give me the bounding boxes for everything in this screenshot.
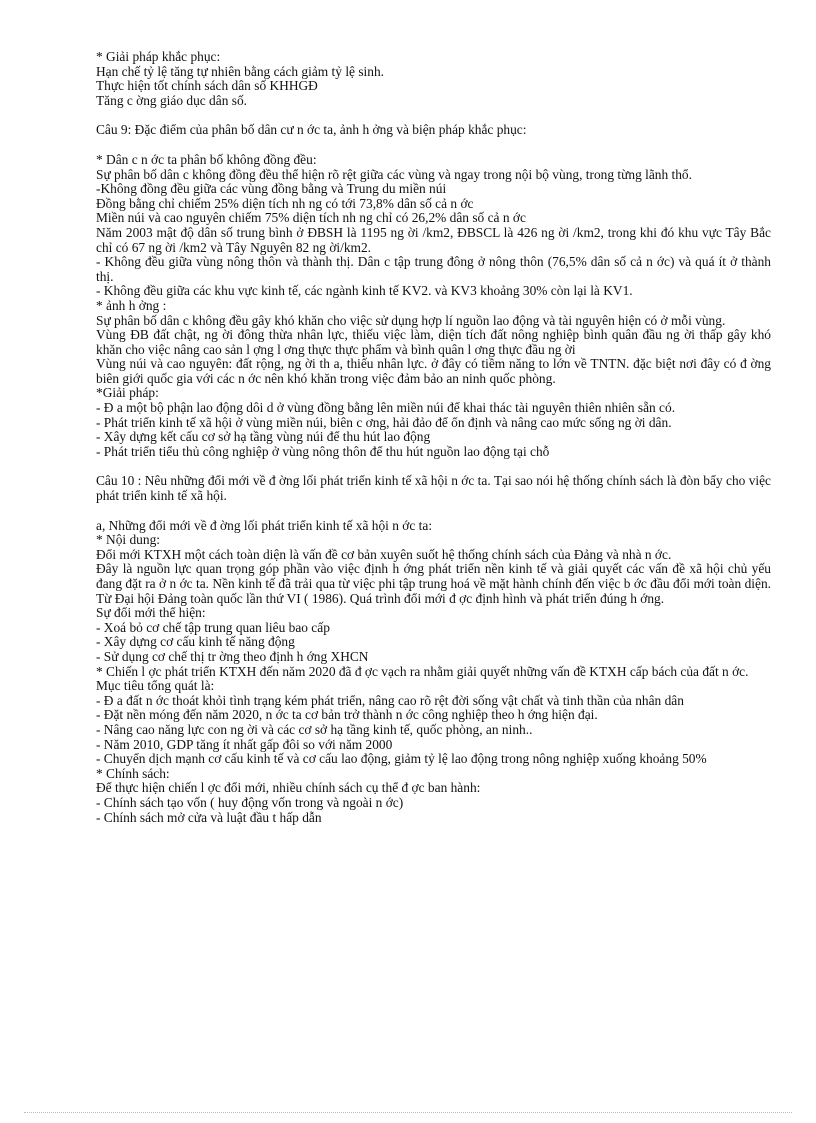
- paragraph: - Đặt nền móng đến năm 2020, n ớc ta cơ bản trở thành n ớc công nghiệp theo h ớng hiện đại.: [96, 707, 598, 723]
- question-10-title: Câu 10 : Nêu những đổi mới về đ ờng lối phát triển kinh tế xã hội n ớc ta. Tại sao nói hệ thống chính sách là đòn bẩy cho việc phát triển kinh tế xã hội.: [96, 473, 771, 504]
- paragraph: Đồng bằng chỉ chiếm 25% diện tích nh ng có tới 73,8% dân số cả n ớc: [96, 195, 474, 211]
- paragraph: - Chính sách mở cửa và luật đầu t hấp dẫn: [96, 809, 322, 825]
- document-page: [96, 50, 771, 825]
- paragraph: - Xây dựng cơ cấu kinh tế năng động: [96, 634, 295, 650]
- paragraph: Miền núi và cao nguyên chiếm 75% diện tích nh ng chỉ có 26,2% dân số cả n ớc: [96, 210, 526, 226]
- section-heading: * Nội dung:: [96, 532, 160, 548]
- paragraph: - Phát triển kinh tế xã hội ở vùng miền núi, biên c ơng, hải đảo để ổn định và nâng cao mức sống ng ời dân.: [96, 414, 672, 430]
- paragraph: - Nâng cao năng lực con ng ời và các cơ sở hạ tầng kinh tế, quốc phòng, an ninh..: [96, 721, 533, 737]
- paragraph: Vùng núi và cao nguyên: đất rộng, ng ời th a, thiếu nhân lực. ở đây có tiềm năng to lớn về TNTN. đặc biệt nơi đây có đ ờng biên giới quốc gia với các n ớc nên khó khăn trong việc đảm bảo an ninh quốc phòng.: [96, 356, 771, 386]
- section-heading: * Dân c n ớc ta phân bố không đồng đều:: [96, 151, 317, 167]
- paragraph: - Xây dựng kết cấu cơ sở hạ tầng vùng núi để thu hút lao động: [96, 429, 431, 445]
- text-line: Thực hiện tốt chính sách dân số KHHGĐ: [96, 78, 318, 94]
- paragraph: Sự phân bố dân c không đều gây khó khăn cho việc sử dụng hợp lí nguồn lao động và tài nguyên hiện có ở mỗi vùng.: [96, 312, 726, 328]
- paragraph: - Không đều giữa các khu vực kinh tế, các ngành kinh tế KV2. và KV3 khoảng 30% còn lại là KV1.: [96, 283, 633, 299]
- subsection-heading: a, Những đổi mới về đ ờng lối phát triển kinh tế xã hội n ớc ta:: [96, 517, 433, 533]
- paragraph: - Chuyển dịch mạnh cơ cấu kinh tế và cơ cấu lao động, giảm tỷ lệ lao động trong nông nghiệp xuống khoảng 50%: [96, 751, 707, 767]
- paragraph: Để thực hiện chiến l ợc đổi mới, nhiều chính sách cụ thể đ ợc ban hành:: [96, 780, 481, 796]
- paragraph: - Đ a một bộ phận lao động dôi d ở vùng đồng bằng lên miền núi để khai thác tài nguyên thiên nhiên sẵn có.: [96, 400, 676, 416]
- paragraph: Vùng ĐB đất chật, ng ời đông thừa nhân lực, thiếu việc làm, diện tích đất nông nghiệp bình quân đầu ng ời thấp gây khó khăn cho việc nâng cao sản l ợng l ơng thực thực phẩm và bình quân l ơng thực đầu ng ời: [96, 327, 771, 357]
- paragraph: - Năm 2010, GDP tăng ít nhất gấp đôi so với năm 2000: [96, 736, 393, 752]
- paragraph: Đây là nguồn lực quan trọng góp phần vào việc định h ớng phát triển nền kinh tế và giải quyết các vấn đề xã hội chủ yếu đang đặt ra ở n ớc ta. Nền kinh tế đã trải qua từ việc phi tập trung hoá về mặt hành chính đến việc b ớc đầu đổi mới toàn diện. Từ Đại hội Đảng toàn quốc lần thứ VI ( 1986). Quá trình đổi mới đ ợc định hình và phát triển đúng h ớng.: [96, 561, 771, 606]
- page-bottom-border: [24, 1112, 792, 1113]
- paragraph: Sự phân bố dân c không đồng đều thể hiện rõ rệt giữa các vùng và ngay trong nội bộ vùng, trong từng lãnh thổ.: [96, 166, 692, 182]
- paragraph: - Đ a đất n ớc thoát khỏi tình trạng kém phát triển, nâng cao rõ rệt đời sống vật chất và tinh thần của nhân dân: [96, 692, 684, 708]
- text-line: Tăng c ờng giáo dục dân số.: [96, 92, 247, 108]
- paragraph: Đổi mới KTXH một cách toàn diện là vấn đề cơ bản xuyên suốt hệ thống chính sách của Đảng và nhà n ớc.: [96, 546, 672, 562]
- paragraph: * Chiến l ợc phát triển KTXH đến năm 2020 đã đ ợc vạch ra nhằm giải quyết những vấn đề KTXH cấp bách của đất n ớc.: [96, 663, 749, 679]
- paragraph: -Không đồng đều giữa các vùng đồng bằng và Trung du miền núi: [96, 181, 447, 197]
- paragraph: - Phát triển tiểu thủ công nghiệp ở vùng nông thôn để thu hút nguồn lao động tại chỗ: [96, 443, 550, 459]
- paragraph: - Sử dụng cơ chế thị tr ờng theo định h ớng XHCN: [96, 648, 369, 664]
- paragraph: Sự đổi mới thể hiện:: [96, 605, 206, 621]
- section-heading: *Giải pháp:: [96, 385, 159, 401]
- paragraph: Mục tiêu tổng quát là:: [96, 678, 215, 694]
- paragraph: - Xoá bỏ cơ chế tập trung quan liêu bao cấp: [96, 619, 330, 635]
- paragraph: Năm 2003 mật độ dân số trung bình ở ĐBSH là 1195 ng ời /km2, ĐBSCL là 426 ng ời /km2, trong khi đó khu vực Tây Bắc chỉ có 67 ng ời /km2 và Tây Nguyên 82 ng ời/km2.: [96, 224, 771, 255]
- section-heading: * ảnh h ởng :: [96, 297, 167, 313]
- heading-remedy: * Giải pháp khắc phục:: [96, 49, 221, 64]
- question-9-title: Câu 9: Đặc điểm của phân bố dân cư n ớc ta, ảnh h ởng và biện pháp khắc phục:: [96, 122, 527, 138]
- section-heading: * Chính sách:: [96, 765, 170, 781]
- paragraph: - Chính sách tạo vốn ( huy động vốn trong và ngoài n ớc): [96, 794, 404, 810]
- text-line: Hạn chế tỷ lệ tăng tự nhiên bằng cách giảm tỷ lệ sinh.: [96, 63, 385, 79]
- paragraph: - Không đều giữa vùng nông thôn và thành thị. Dân c tập trung đông ở nông thôn (76,5% dân số cả n ớc) và quá ít ở thành thị.: [96, 254, 771, 284]
